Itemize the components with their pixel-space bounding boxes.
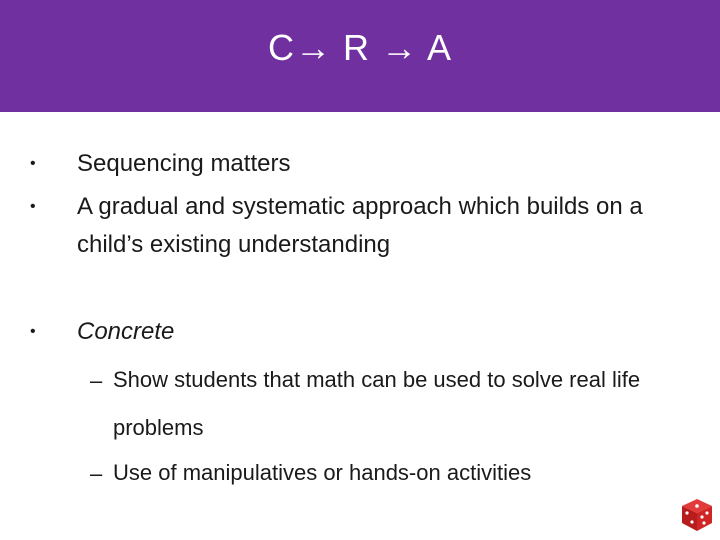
bullet-dot: • bbox=[30, 155, 36, 172]
red-dice-icon bbox=[679, 497, 715, 533]
sub-bullet-text: Use of manipulatives or hands-on activities bbox=[113, 460, 532, 485]
bullet-dot: • bbox=[30, 198, 36, 215]
sub-bullet-dash: – bbox=[90, 368, 103, 393]
bullet-text: A gradual and systematic approach which builds on a child’s existing understanding bbox=[77, 193, 643, 258]
sub-bullet-text: Show students that math can be used to solve real life problems bbox=[113, 367, 641, 440]
sub-bullet-dash: – bbox=[90, 461, 103, 486]
slide-title: C→ R → A bbox=[267, 27, 453, 68]
bullet-dot: • bbox=[30, 323, 36, 340]
bullet-text: Sequencing matters bbox=[77, 150, 291, 177]
bullet-text: Concrete bbox=[77, 318, 175, 345]
